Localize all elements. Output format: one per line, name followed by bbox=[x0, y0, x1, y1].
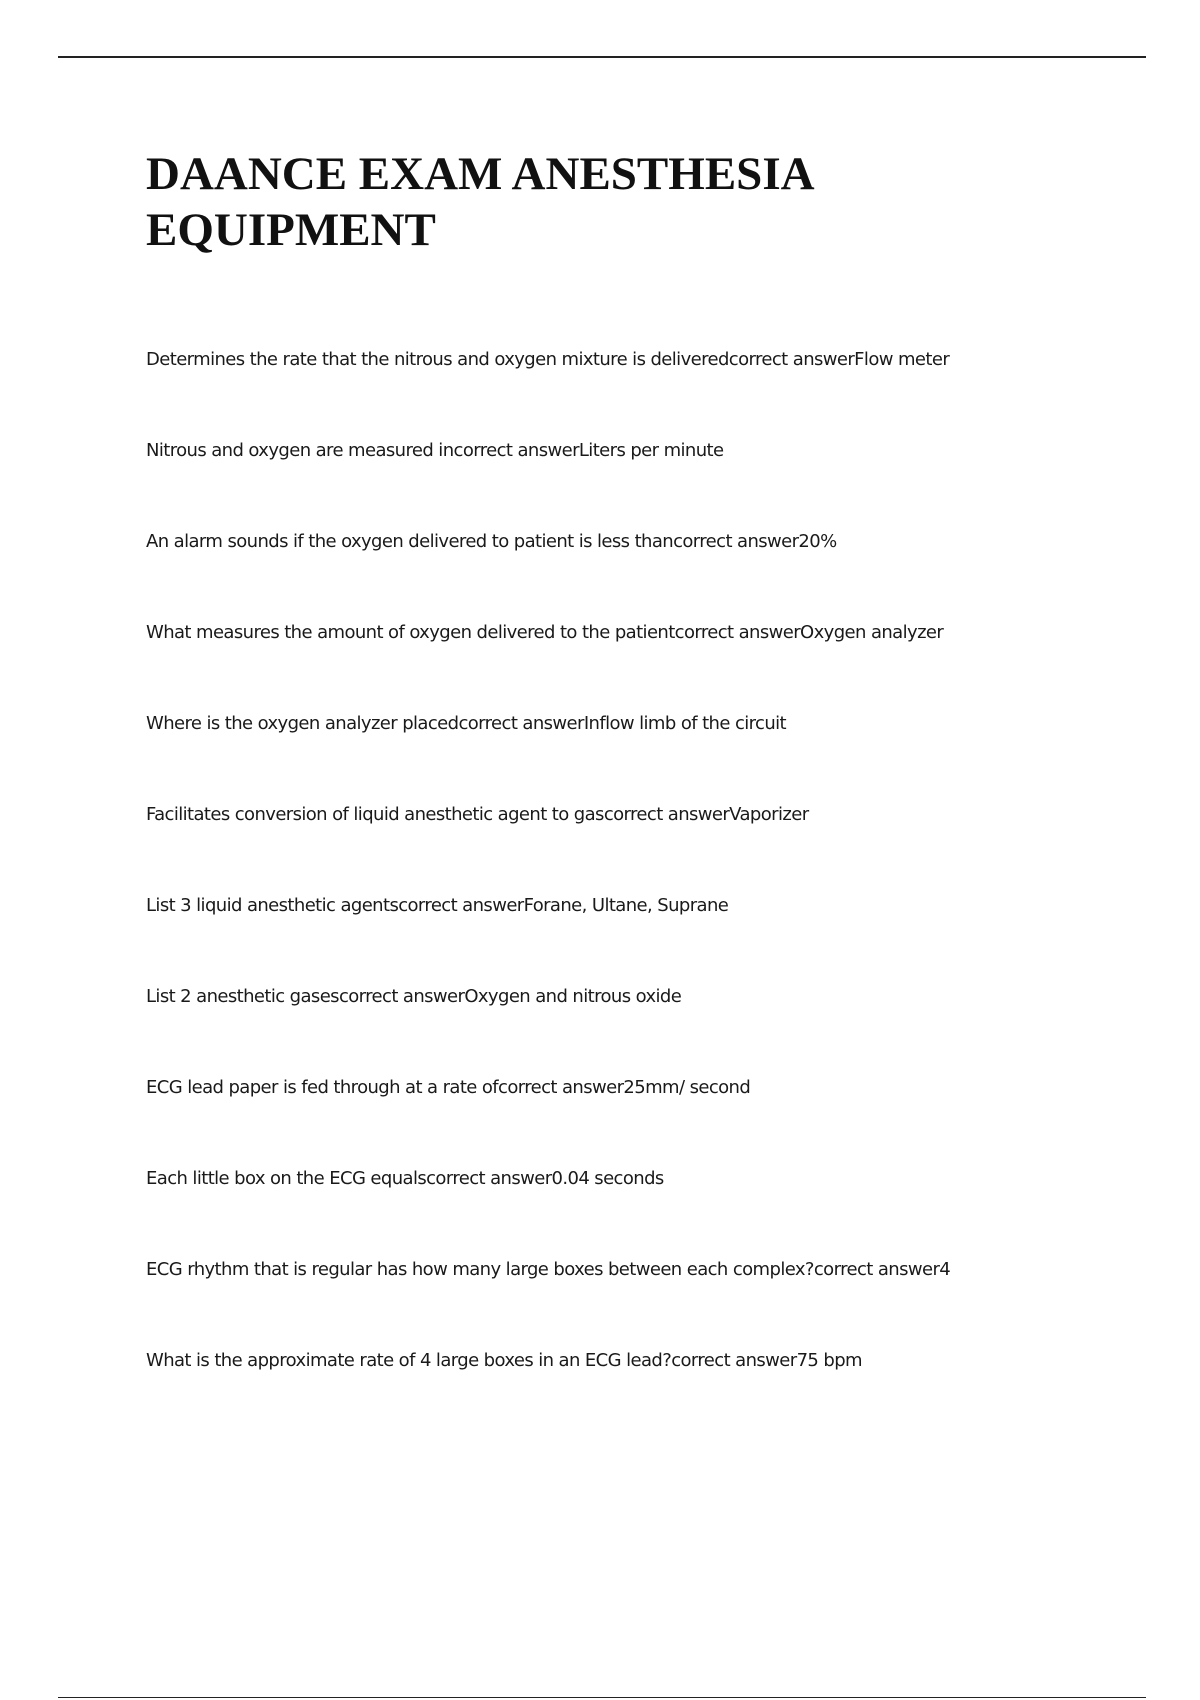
bottom-divider bbox=[58, 1697, 1146, 1698]
qa-item: ECG lead paper is fed through at a rate ofcorrect answer25mm/ second bbox=[146, 1077, 751, 1098]
document-title bbox=[146, 146, 1146, 258]
qa-item: Nitrous and oxygen are measured incorrect answerLiters per minute bbox=[146, 440, 724, 461]
qa-item: Determines the rate that the nitrous and oxygen mixture is deliveredcorrect answerFlow meter bbox=[146, 349, 950, 370]
title-line-2: EQUIPMENT bbox=[146, 204, 436, 256]
top-divider bbox=[58, 56, 1146, 58]
title-line-1: DAANCE EXAM ANESTHESIA bbox=[146, 148, 815, 200]
qa-item: What measures the amount of oxygen delivered to the patientcorrect answerOxygen analyzer bbox=[146, 622, 944, 643]
qa-item: List 2 anesthetic gasescorrect answerOxygen and nitrous oxide bbox=[146, 986, 682, 1007]
qa-item: An alarm sounds if the oxygen delivered to patient is less thancorrect answer20% bbox=[146, 531, 837, 552]
qa-item: ECG rhythm that is regular has how many large boxes between each complex?correct answer4 bbox=[146, 1259, 951, 1280]
qa-list bbox=[146, 348, 1146, 1440]
qa-item: Where is the oxygen analyzer placedcorrect answerInflow limb of the circuit bbox=[146, 713, 787, 734]
qa-item: Each little box on the ECG equalscorrect answer0.04 seconds bbox=[146, 1168, 664, 1189]
qa-item: List 3 liquid anesthetic agentscorrect answerForane, Ultane, Suprane bbox=[146, 895, 729, 916]
qa-item: Facilitates conversion of liquid anesthetic agent to gascorrect answerVaporizer bbox=[146, 804, 809, 825]
qa-item: What is the approximate rate of 4 large boxes in an ECG lead?correct answer75 bpm bbox=[146, 1350, 862, 1371]
